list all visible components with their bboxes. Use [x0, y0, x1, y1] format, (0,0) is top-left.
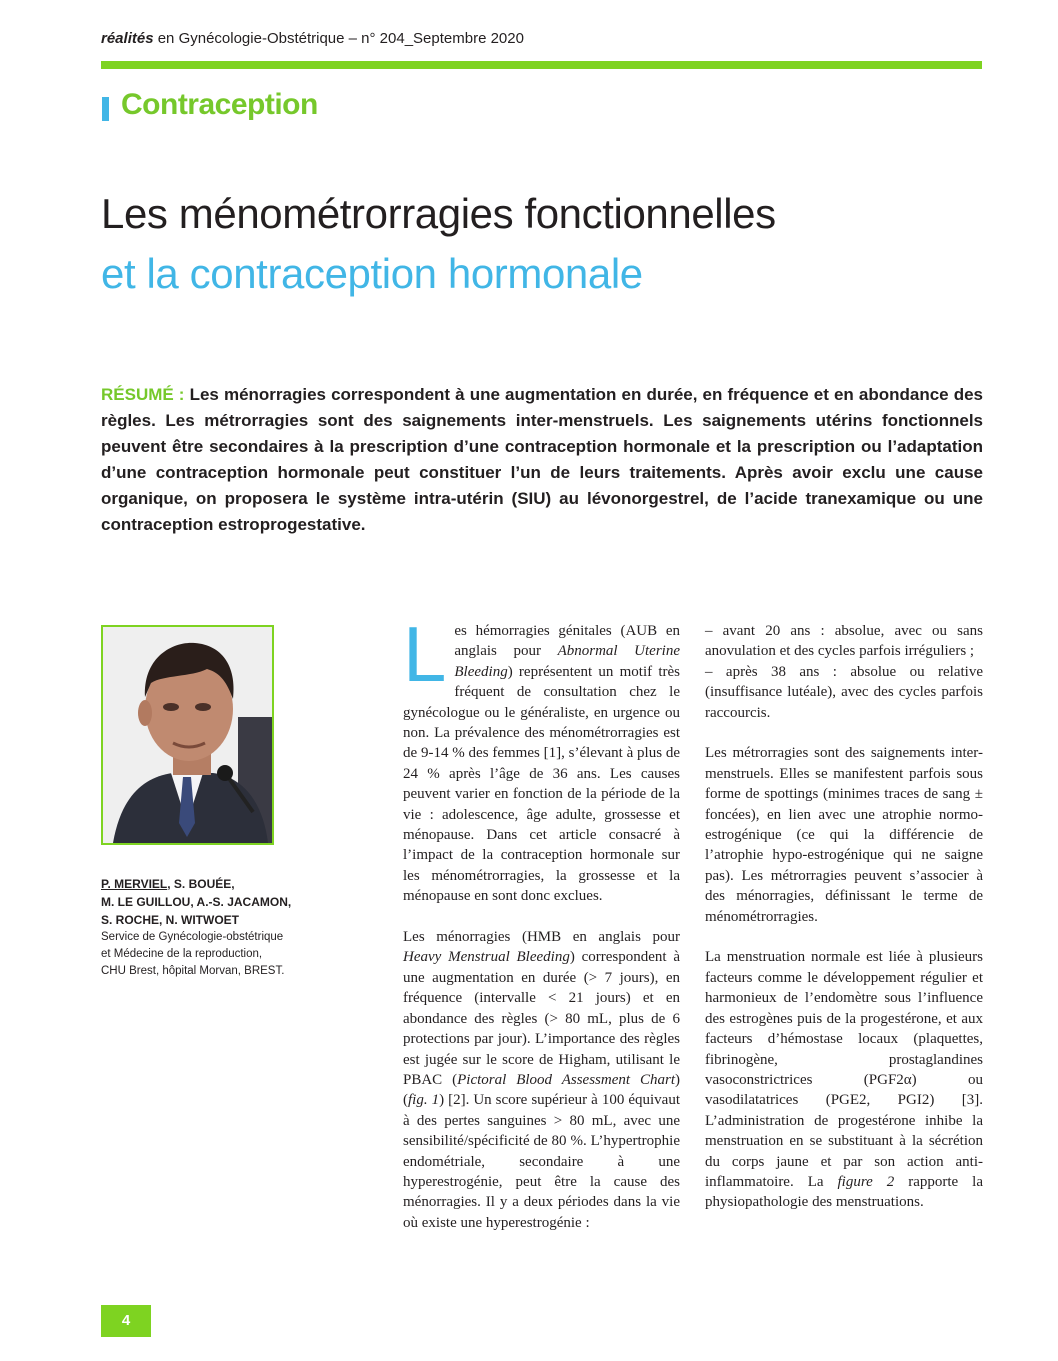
paragraph-menstruation-text-b: rapporte la physiopathologie des menstruations.	[705, 1173, 983, 1211]
affiliation-line-1: Service de Gynécologie-obstétrique	[101, 931, 284, 943]
paragraph-menorrhagia-text-a: Les ménorragies (HMB en anglais pour	[403, 929, 680, 946]
affiliation-line-2: et Médecine de la reproduction,	[101, 948, 263, 960]
author-block	[101, 875, 331, 980]
paragraph-menstruation-text-a: La menstruation normale est liée à plusieurs facteurs comme le développement régulier et harmonieux de l’endomètre sous l’influence des estrogènes puis de la progestérone, et aux facteurs d’hémostase locaux (plaquettes, fibrinogène, prostaglandines vasoconstrictrices (PGF2α) ou vasodilatatrices (PGE2, PGI2) [3]. L’administration de progestérone inhibe la menstruation en se substituant à la sécrétion du corps jaune et par son action anti-inflammatoire. La	[705, 949, 983, 1190]
section-marker	[102, 97, 109, 121]
paragraph-menorrhagia-text-b: ) correspondent à une augmentation en durée (> 7 jours), en fréquence (intervalle < 21 jours) et en abondance des règles (> 80 mL, plus de 6 protections par jour). L’importance des règles est jugée sur le score de Higham, utilisant le PBAC (	[403, 949, 680, 1088]
paragraph-menorrhagia-italic-a: Heavy Menstrual Bleeding	[403, 949, 570, 966]
list-item-after-38: – après 38 ans : absolue ou relative (insuffisance lutéale), avec des cycles parfois raccourcis.	[705, 663, 983, 721]
paragraph-menorrhagia-italic-b: Pictoral Blood Assessment Chart	[457, 1071, 675, 1088]
paragraph-menstruation	[705, 947, 983, 1212]
header-rule	[101, 61, 982, 69]
issue-info: en Gynécologie-Obstétrique – n° 204_Septembre 2020	[153, 30, 524, 47]
list-item-before-20: – avant 20 ans : absolue, avec ou sans anovulation et des cycles parfois irréguliers ;	[705, 623, 983, 660]
author-photo	[101, 625, 274, 845]
paragraph-intro-text-b: ) représentent un motif très fréquent de consultation chez le gynécologue ou le généraliste, en urgence ou non. La prévalence des ménométrorragies est de 9-14 % des femmes [1], s’élevant à plus de 24 % après l’âge de 36 ans. Les causes peuvent varier en fonction de la période de la vie : adolescence, âge adulte, grossesse et ménopause. Dans cet article consacré à l’impact de la contraception hormonale sur les ménométrorragies, la grossesse et la ménopause en sont donc exclues.	[403, 663, 680, 905]
affiliation-line-3: CHU Brest, hôpital Morvan, BREST.	[101, 965, 285, 977]
author-affiliation	[101, 929, 331, 980]
body-column-right	[705, 621, 983, 1233]
paragraph-menorrhagia-text-c: ) (	[403, 1071, 680, 1109]
author-names-line-1: , S. BOUÉE,	[167, 877, 235, 891]
paragraph-menorrhagia-text-d: ) [2]. Un score supérieur à 100 équivaut à des pertes sanguines > 80 mL, avec une sensibilité/spécificité de 80 %. L’hypertrophie endométriale, secondaire à une hyperestrogénie, peut être la cause des ménorragies. Il y a deux périodes dans la vie où existe une hyperestrogénie :	[403, 1092, 680, 1231]
author-names-line-2: M. LE GUILLOU, A.-S. JACAMON,	[101, 895, 292, 909]
drop-cap: L	[403, 610, 447, 698]
journal-name: réalités	[101, 30, 154, 47]
lead-author: P. MERVIEL	[101, 877, 168, 891]
abstract-label: RÉSUMÉ :	[101, 385, 185, 404]
author-names-line-3: S. ROCHE, N. WITWOET	[101, 913, 239, 927]
paragraph-menorrhagia	[403, 927, 680, 1233]
running-header	[101, 30, 981, 47]
author-portrait-image	[103, 627, 272, 843]
page-number: 4	[121, 1312, 131, 1329]
figure-2-reference: figure 2	[837, 1173, 895, 1190]
article-title-line-2: et la contraception hormonale	[101, 250, 643, 297]
paragraph-intro	[403, 610, 680, 907]
body-column-middle	[403, 610, 680, 1254]
figure-1-reference: fig. 1	[408, 1092, 440, 1109]
abstract-text: Les ménorragies correspondent à une augmentation en durée, en fréquence et en abondance des règles. Les métrorragies sont des saignements inter-menstruels. Les saignements utérins fonctionnels peuvent être secondaires à la prescription d’une contraception hormonale et la prescription ou l’adaptation d’une contraception hormonale peut constituer l’un de leurs traitements. Après avoir exclu une cause organique, on proposera le système intra-utérin (SIU) au lévonorgestrel, de l’acide tranexamique ou une contraception estroprogestative.	[101, 385, 984, 534]
article-title-line-1: Les ménométrorragies fonctionnelles	[101, 190, 776, 237]
paragraph-intro-italic: Abnormal Uterine Bleeding	[454, 643, 680, 680]
abstract	[101, 382, 983, 538]
paragraph-intro-text-a: es hémorragies génitales (AUB en anglais pour	[454, 623, 680, 660]
paragraph-metrorrhagia: Les métrorragies sont des saignements inter-menstruels. Elles se manifestent parfois sous forme de spottings (minimes traces de sang ± foncées), en lien avec une atrophie normo-estrogénique (ce qui la différencie de l’atrophie hypo-estrogénique qui ne saigne pas). Les métrorragies peuvent s’associer à des ménorragies, définissant le terme de ménométrorragies.	[705, 745, 983, 925]
section-title: Contraception	[121, 88, 318, 121]
author-names	[101, 875, 331, 929]
